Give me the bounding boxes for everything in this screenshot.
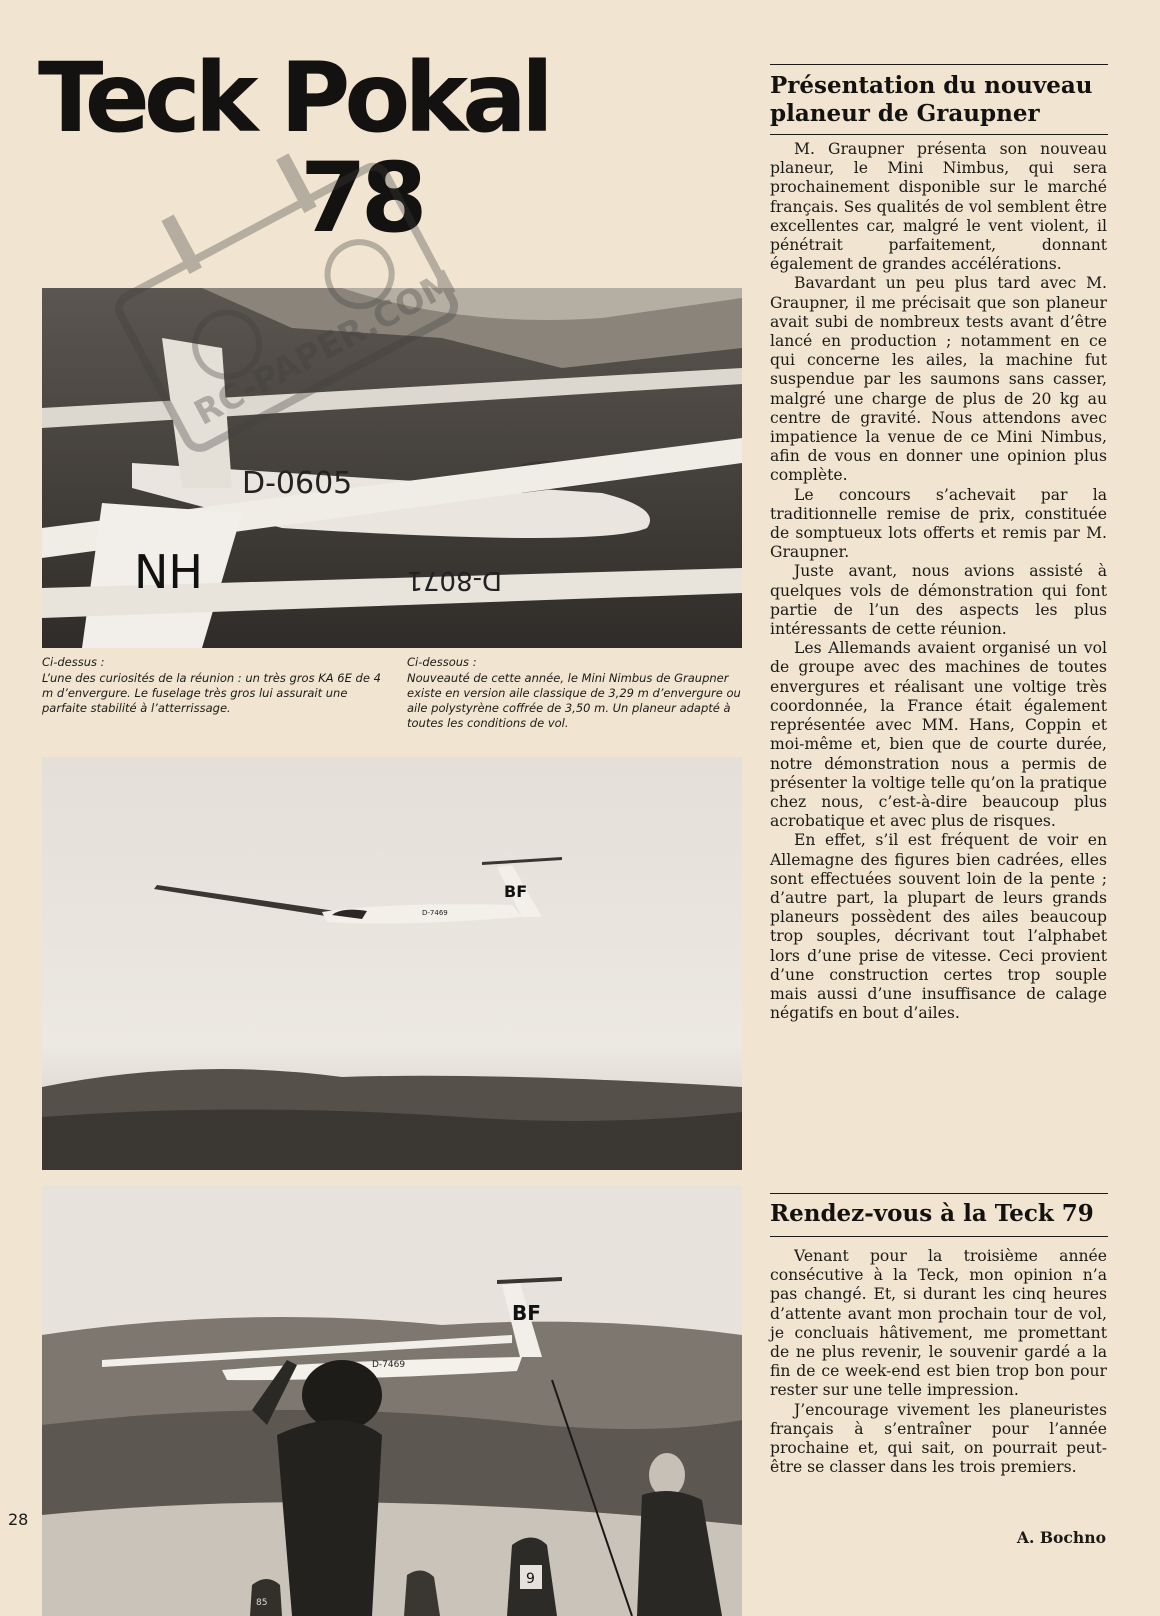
- rule-section2-bottom: [770, 1236, 1108, 1237]
- article-title: Teck Pokal: [38, 42, 548, 154]
- photo-mini-nimbus-flight: [42, 757, 742, 1170]
- paragraph: En effet, s’il est fréquent de voir en Allemagne des figures bien cadrées, elles sont effectuées souvent loin de la pente ; d’autre part, la plupart de leurs grands planeurs possèdent des ailes beaucoup trop souples, décrivant tout l’alphabet lors d’une prise de vitesse. Ceci provient d’une construction certes trop souple mais aussi d’une insuffisance de calage négatifs en bout d’ailes.: [770, 831, 1107, 1023]
- glider-registration: D-7469: [372, 1360, 406, 1370]
- article-title-year: 78: [300, 142, 422, 254]
- caption-above: [42, 655, 382, 716]
- caption-below-text: Nouveauté de cette année, le Mini Nimbus de Graupner existe en version aile classique de 3,29 m d’envergure ou aile polystyrène coffrée de 3,50 m. Un planeur adapté à toutes les conditions de vol.: [407, 671, 741, 730]
- photo-hand-launch: [42, 1185, 742, 1616]
- caption-above-text: L’une des curiosités de la réunion : un très gros KA 6E de 4 m d’envergure. Le fuselage très gros lui assurait une parfaite stabilité à l’atterrissage.: [42, 671, 381, 715]
- wing-registration: D-8071: [406, 565, 502, 595]
- watermark-stamp: [96, 140, 486, 470]
- glider-registration: D-7469: [422, 909, 448, 917]
- rule-under-heading: [770, 134, 1108, 135]
- page-number: 28: [8, 1510, 29, 1529]
- paragraph: M. Graupner présenta son nouveau planeur, le Mini Nimbus, qui sera prochainement disponible sur le marché français. Ses qualités de vol semblent être excellentes car, malgré le vent violent, il pénétrait parfaitement, donnant également de grandes accélérations.: [770, 140, 1107, 274]
- caption-below: [407, 655, 747, 731]
- rule-section2-top: [770, 1193, 1108, 1194]
- author-signature: A. Bochno: [1016, 1528, 1106, 1547]
- paragraph: Bavardant un peu plus tard avec M. Graupner, il me précisait que son planeur avait subi de nombreux tests avant d’être lancé en production ; notamment en ce qui concerne les ailes, la machine fut suspendue par les saumons sans casser, malgré une charge de plus de 20 kg au centre de gravité. Nous attendons avec impatience la venue de ce Mini Nimbus, afin de vous en donner une opinion plus complète.: [770, 274, 1107, 485]
- paragraph: J’encourage vivement les planeuristes français à s’entraîner pour l’année prochaine et, qui sait, on pourrait peut-être se classer dans les trois premiers.: [770, 1400, 1107, 1477]
- glider-tail-mark: NH: [134, 545, 203, 599]
- section-body-graupner: [770, 140, 1107, 1023]
- glider-registration: D-0605: [242, 466, 353, 501]
- glider-tail-mark: BF: [512, 1301, 541, 1325]
- paragraph: Venant pour la troisième année consécutive à la Teck, mon opinion n’a pas changé. Et, si durant les cinq heures d’attente avant mon prochain tour de vol, je concluais hâtivement, me promettant de ne plus revenir, le souvenir gardé a la fin de ce week-end est bien trop bon pour rester sur une telle impression.: [770, 1247, 1107, 1400]
- section-body-teck79: [770, 1247, 1107, 1477]
- competitor-bib-2: 85: [256, 1598, 268, 1608]
- section-heading-teck79: Rendez-vous à la Teck 79: [770, 1200, 1094, 1227]
- glider-tail-mark: BF: [504, 882, 528, 901]
- watermark-text: RC-PAPER.COM: [187, 262, 463, 434]
- competitor-bib: 9: [526, 1571, 535, 1587]
- caption-above-label: Ci-dessus :: [42, 655, 105, 669]
- section-heading-graupner: Présentation du nouveau planeur de Graupner: [770, 72, 1093, 127]
- paragraph: Les Allemands avaient organisé un vol de groupe avec des machines de toutes envergures et réalisant une voltige très coordonnée, la France était également représentée avec MM. Hans, Coppin et moi-même et, bien que de courte durée, notre démonstration nous a permis de présenter la voltige telle qu’on la pratique chez nous, c’est-à-dire beaucoup plus acrobatique et avec plus de risques.: [770, 639, 1107, 831]
- paragraph: Le concours s’achevait par la traditionnelle remise de prix, constituée de somptueux lots offerts et remis par M. Graupner.: [770, 485, 1107, 562]
- caption-below-label: Ci-dessous :: [407, 655, 477, 669]
- paragraph: Juste avant, nous avions assisté à quelques vols de démonstration qui font partie de l’un des aspects les plus intéressants de cette réunion.: [770, 562, 1107, 639]
- rule-top: [770, 64, 1108, 65]
